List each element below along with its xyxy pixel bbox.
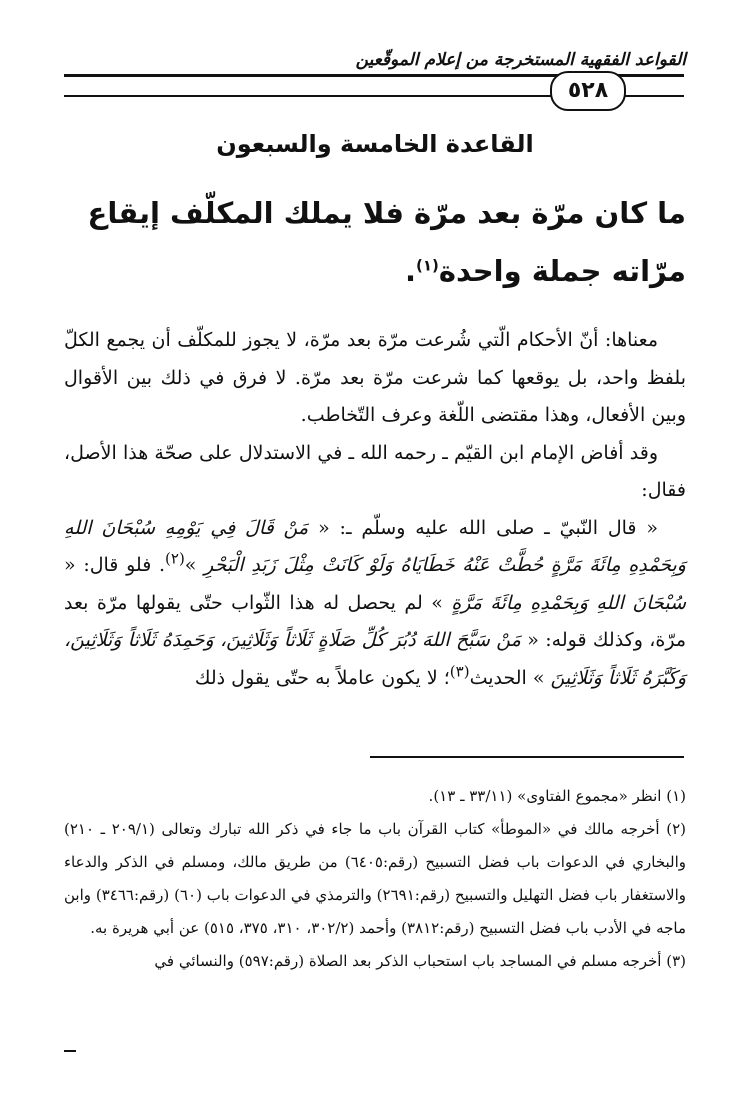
hadith-text-3: مَنْ سَبَّحَ اللهَ دُبُرَ كُلِّ صَلَاةٍ ثَلَاثاً وَثَلَاثِينَ، وَحَمِدَهُ ثَلَاثاً وَثَلَاثِينَ، وَكَبَّرَهُ ثَلَاثاً وَثَلَاثِينَ [64,629,686,689]
rule-title [64,184,686,300]
paragraph-meaning: معناها: أنّ الأحكام الّتي شُرعت مرّة بعد مرّة، لا يجوز للمكلّف أن يجمع الكلّ بلفظ واحد، بل يوقعها كما شرعت مرّة بعد مرّة. لا فرق في ذلك بين الأقوال وبين الأفعال، وهذا مقتضى اللّغة وعرف التّخاطب. [64,329,686,426]
page-number: ٥٢٨ [550,71,626,111]
text-al-hadith: » الحديث [469,666,545,689]
rule-title-text: ما كان مرّة بعد مرّة فلا يملك المكلّف إيقاع مرّاته جملة واحدة [87,196,686,288]
quote-close: » [184,554,197,576]
hadith-intro: « قال النّبيّ ـ صلى الله عليه وسلّم ـ: « [318,516,658,539]
continuation-dash [64,1050,76,1052]
body-text [64,322,686,697]
footnote-ref-1[interactable]: (١) [416,256,439,275]
paragraph-ibn-qayyim: وقد أفاض الإمام ابن القيّم ـ رحمه الله ـ في الاستدلال على صحّة هذا الأصل، فقال: [64,441,686,501]
text-fa-law-qala: . فلو قال: « [64,554,166,576]
text-continuation: ؛ لا يكون عاملاً به حتّى يقول ذلك [194,666,450,689]
footnote-ref-3[interactable]: (٣) [449,662,470,681]
footnote-ref-2[interactable]: (٢) [165,549,185,568]
hadith-text-1: مَنْ قَالَ فِي يَوْمِهِ سُبْحَانَ اللهِ وَبِحَمْدِهِ مِائَةَ مَرَّةٍ حُطَّتْ عَنْهُ خَطَايَاهُ وَلَوْ كَانَتْ مِثْلَ زَبَدِ الْبَحْرِ [64,516,686,576]
paragraph-hadith [64,510,686,698]
footnote-separator [370,756,684,758]
footnotes [64,780,686,978]
footnote-1: (١) انظر «مجموع الفتاوى» (٣٣/١١ ـ ١٣). [428,787,686,805]
footnote-2: (٢) أخرجه مالك في «الموطأ» كتاب القرآن باب ما جاء في ذكر الله تبارك وتعالى (٢٠٩/١ ـ ٢١٠) والبخاري في الدعوات باب فضل التسبيح (رقم:٦٤٠٥) من طريق مالك، ومسلم في الذكر والدعاء والاستغفار باب فضل التهليل والتسبيح (رقم:٢٦٩١) والترمذي في الدعوات باب (٦٠) (رقم:٣٤٦٦) وابن ماجه في الأدب باب فضل التسبيح (رقم:٣٨١٢) وأحمد (٣٠٢/٢، ٣١٠، ٣٧٥، ٥١٥) عن أبي هريرة به. [64,820,687,937]
text-lam-yahsul: » لم يحصل له هذا الثّواب حتّى يقولها مرّة بعد مرّة، وكذلك قوله: « [64,591,686,651]
footnote-3: (٣) أخرجه مسلم في المساجد باب استحباب الذكر بعد الصلاة (رقم:٥٩٧) والنسائي في [154,952,686,970]
running-header-title: القواعد الفقهية المستخرجة من إعلام الموقّعين [355,50,686,70]
rule-heading: القاعدة الخامسة والسبعون [216,130,534,158]
hadith-text-2: سُبْحَانَ اللهِ وَبِحَمْدِهِ مِائَةَ مَرَّةٍ [451,591,687,614]
rule-title-end: . [404,254,417,288]
